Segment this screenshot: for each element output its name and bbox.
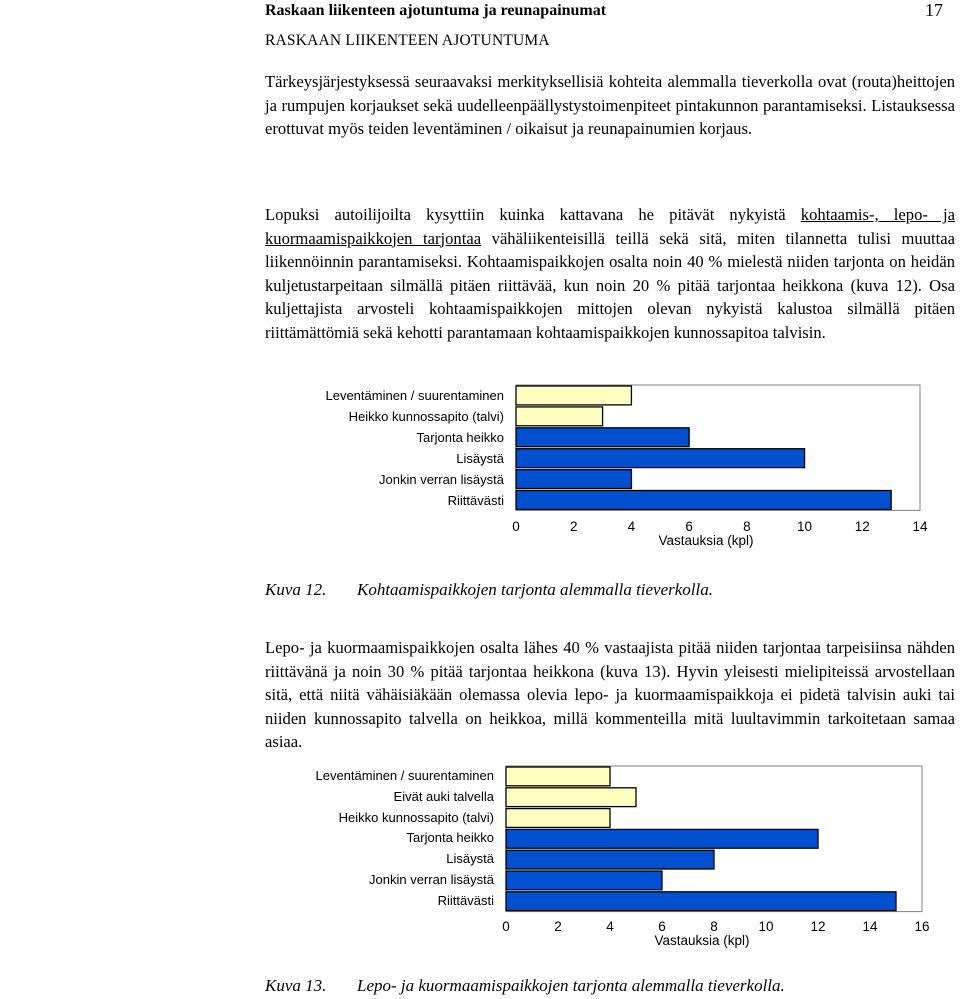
x-tick-label: 4 — [627, 519, 636, 534]
bar — [516, 428, 689, 447]
section-title: RASKAAN LIIKENTEEN AJOTUNTUMA — [265, 32, 550, 49]
paragraph-1: Tärkeysjärjestyksessä seuraavaksi merkityksellisiä kohteita alemmalla tieverkolla ovat (routa)heittojen ja rumpujen korjaukset sekä uudelleenpäällystystoimenpiteet pintakunnon parantamiseksi. Listauksessa erottuvat myös teiden leventäminen / oikaisut ja reunapainumien korjaus. — [265, 72, 955, 139]
figure-12-caption — [265, 580, 713, 600]
x-tick-label: 0 — [502, 919, 510, 934]
x-tick-label: 8 — [743, 519, 751, 534]
category-label: Leventäminen / suurentaminen — [315, 768, 494, 783]
bar — [516, 449, 805, 468]
category-label: Jonkin verran lisäystä — [379, 471, 504, 487]
x-tick-label: 14 — [912, 519, 928, 534]
x-tick-label: 4 — [606, 919, 614, 934]
category-label: Riittävästi — [447, 492, 504, 508]
figure-13-caption — [265, 976, 785, 996]
paragraph-2 — [265, 203, 955, 345]
x-tick-label: 2 — [554, 919, 562, 934]
x-tick-label: 16 — [914, 919, 930, 934]
bar — [506, 809, 610, 828]
category-label: Lisäystä — [446, 851, 494, 867]
x-tick-label: 12 — [810, 919, 826, 934]
bar — [516, 386, 631, 405]
category-label: Leventäminen / suurentaminen — [325, 388, 504, 403]
bar — [506, 788, 636, 807]
bar — [506, 871, 662, 890]
bar — [506, 892, 896, 911]
category-label: Tarjonta heikko — [406, 830, 494, 846]
x-axis-label: Vastauksia (kpl) — [654, 933, 750, 948]
bar — [516, 491, 891, 510]
category-label: Tarjonta heikko — [416, 429, 504, 445]
paragraph-3: Lepo- ja kuormaamispaikkojen osalta lähes 40 % vastaajista pitää niiden tarjontaa tarpeisiinsa nähden riittävänä ja noin 30 % pitää tarjontaa heikkona (kuva 13). Hyvin yleisesti mielipiteissä arvostellaan sitä, että niitä vähäisiäkään olemassa olevia lepo- ja kuormaamispaikkoja ei pidetä talvisin auki tai niiden kunnossapito talvella on heikkoa, millä kommenteilla mitä luultavimmin tarkoitetaan samaa asiaa. — [265, 638, 955, 752]
bar — [506, 829, 818, 848]
bar — [506, 767, 610, 786]
category-label: Jonkin verran lisäystä — [369, 872, 494, 887]
paragraph-2-rest: vähäliikenteisillä teillä sekä sitä, miten tilannetta tulisi muuttaa liikennöinnin parantamiseksi. Kohtaamispaikkojen osalta noin 40 % mielestä niiden tarjonta on heidän kuljetustarpeitaan silmällä pitäen riittävää, kun noin 20 % pitää tarjontaa heikkona (kuva 12). Osa kuljettajista arvosteli kohtaamispaikkojen mittojen olevan nykyistä kalustoa silmällä pitäen riittämättömiä sekä kehotti parantamaan kohtaamispaikkojen kunnossapitoa talvisin. — [265, 228, 955, 342]
x-tick-label: 2 — [569, 519, 578, 534]
category-label: Riittävästi — [437, 892, 494, 908]
bar — [516, 470, 631, 489]
page-number: 17 — [925, 0, 943, 20]
x-tick-label: 14 — [862, 919, 878, 934]
x-tick-label: 6 — [658, 919, 666, 934]
x-tick-label: 8 — [710, 919, 718, 934]
chart-13-category-labels — [250, 767, 494, 912]
category-label: Eivät auki talvella — [393, 788, 494, 804]
figure-12-number: Kuva 12. — [265, 580, 327, 599]
x-tick-label: 6 — [685, 519, 693, 534]
category-label: Heikko kunnossapito (talvi) — [338, 809, 494, 825]
figure-12-text: Kohtaamispaikkojen tarjonta alemmalla tieverkolla. — [357, 580, 714, 599]
chart-13 — [490, 760, 960, 960]
x-axis-label: Vastauksia (kpl) — [658, 533, 754, 548]
chart-12-category-labels — [260, 387, 504, 512]
figure-13-text: Lepo- ja kuormaamispaikkojen tarjonta alemmalla tieverkolla. — [357, 976, 785, 995]
paragraph-2-underlined: kohtaamis-, lepo- ja kuormaamispaikkojen tarjontaa — [265, 205, 956, 248]
bar — [516, 407, 603, 426]
x-tick-label: 10 — [758, 919, 774, 934]
running-title: Raskaan liikenteen ajotuntuma ja reunapainumat — [265, 2, 607, 19]
x-tick-label: 12 — [854, 519, 870, 534]
category-label: Heikko kunnossapito (talvi) — [348, 408, 504, 424]
paragraph-2-intro: Lopuksi autoilijoilta kysyttiin kuinka kattavana he pitävät nykyistä — [265, 205, 801, 224]
bar — [506, 850, 714, 869]
x-tick-label: 10 — [797, 519, 813, 534]
figure-13-number: Kuva 13. — [265, 976, 327, 995]
category-label: Lisäystä — [456, 450, 504, 466]
x-tick-label: 0 — [512, 519, 520, 534]
chart-12 — [500, 380, 960, 560]
